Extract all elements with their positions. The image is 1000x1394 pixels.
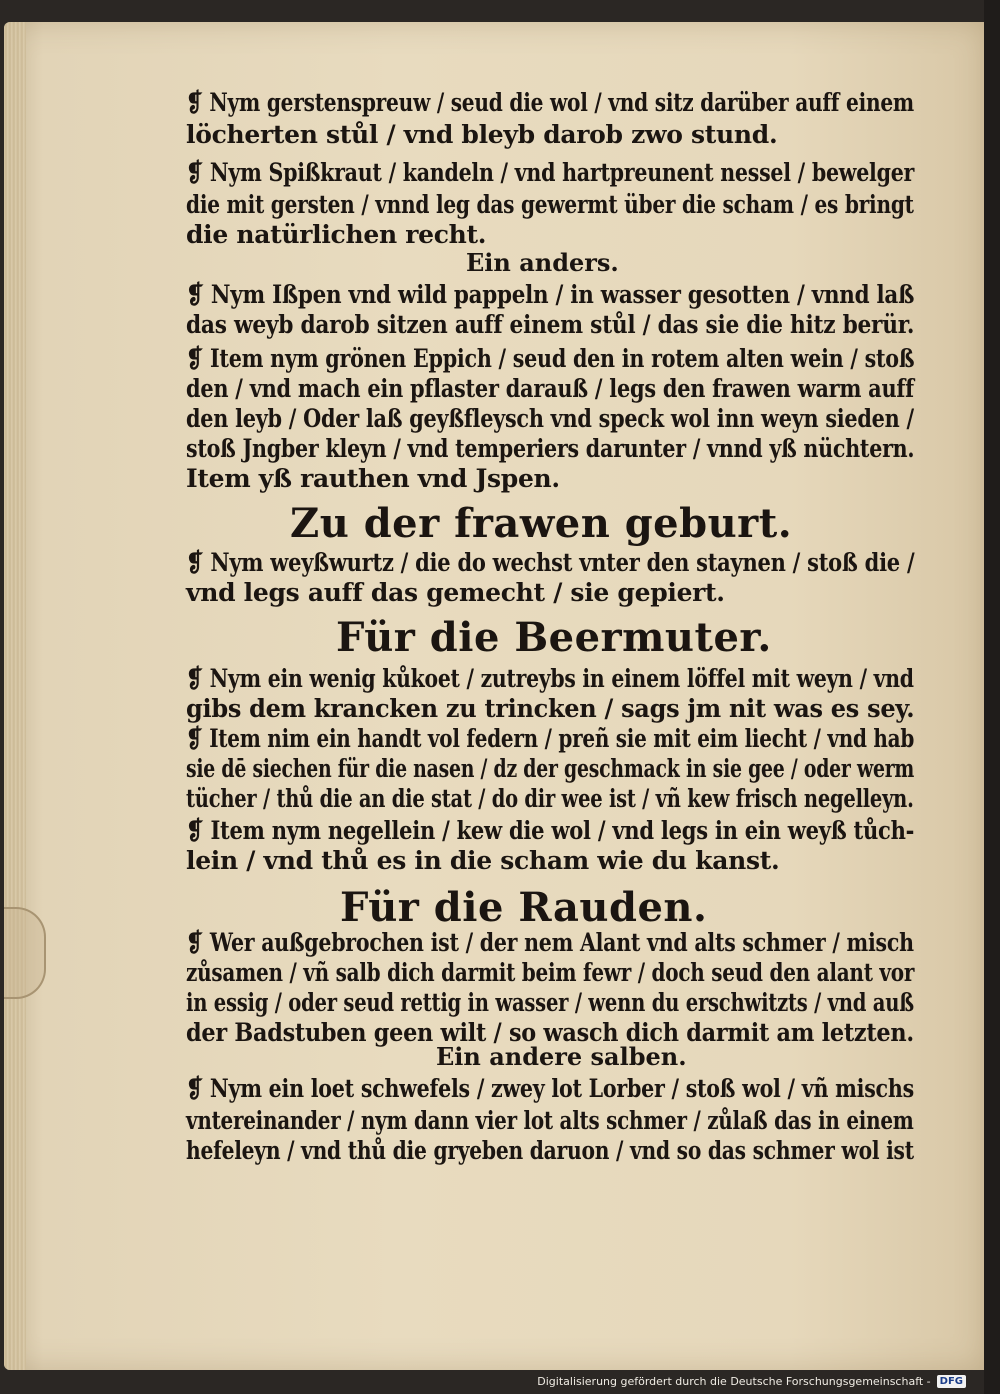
text-line: ❡ Nym weyßwurtz / die do wechst vnter den staynen / stoß die /	[186, 548, 915, 577]
text-line: vntereinander / nym dann vier lot alts schmer / zůlaß das in einem	[186, 1106, 914, 1135]
text-line: ❡ Nym gerstenspreuw / seud die wol / vnd sitz darüber auff einem	[186, 88, 914, 117]
section-heading: Für die Rauden.	[340, 884, 708, 931]
text-line: das weyb darob sitzen auff einem stůl / das sie die hitz berür.	[186, 310, 915, 339]
digitization-credit	[537, 1375, 966, 1388]
text-line: lein / vnd thů es in die scham wie du kanst.	[186, 846, 780, 875]
text-line: ❡ Item nym negellein / kew die wol / vnd legs in ein weyß tůch-	[186, 816, 915, 845]
text-line: gibs dem krancken zu trincken / sags jm nit was es sey.	[186, 694, 915, 723]
book-cover-edge	[984, 0, 1000, 1394]
text-line: den leyb / Oder laß geyßfleysch vnd speck wol inn weyn sieden /	[186, 404, 914, 433]
page-clip	[4, 907, 46, 999]
text-line: ❡ Nym Ißpen vnd wild pappeln / in wasser gesotten / vnnd laß	[186, 280, 915, 309]
text-line: sie dē siechen für die nasen / dz der geschmack in sie gee / oder werm	[186, 754, 915, 783]
text-line: ❡ Nym ein loet schwefels / zwey lot Lorber / stoß wol / vñ mischs	[186, 1074, 914, 1103]
section-heading: Ein andere salben.	[436, 1042, 687, 1071]
text-line: Item yß rauthen vnd Jspen.	[186, 464, 560, 493]
text-line: ❡ Wer außgebrochen ist / der nem Alant vnd alts schmer / misch	[186, 928, 914, 957]
text-line: löcherten stůl / vnd bleyb darob zwo stund.	[186, 120, 778, 149]
text-line: die mit gersten / vnnd leg das gewermt über die scham / es bringt	[186, 190, 914, 219]
text-line: tücher / thů die an die stat / do dir wee ist / vñ kew frisch negelleyn.	[186, 784, 914, 813]
text-line: ❡ Nym Spißkraut / kandeln / vnd hartpreunent nessel / bewelger	[186, 158, 915, 187]
text-line: ❡ Item nim ein handt vol federn / preñ sie mit eim liecht / vnd hab	[186, 724, 915, 753]
section-heading: Für die Beermuter.	[336, 614, 772, 661]
section-heading: Zu der frawen geburt.	[290, 500, 793, 547]
credit-text: Digitalisierung gefördert durch die Deutsche Forschungsgemeinschaft -	[537, 1375, 931, 1388]
text-line: die natürlichen recht.	[186, 220, 487, 249]
text-line: den / vnd mach ein pflaster darauß / legs den frawen warm auff	[186, 374, 914, 403]
text-line: ❡ Item nym grönen Eppich / seud den in rotem alten wein / stoß	[186, 344, 915, 373]
dfg-logo: DFG	[937, 1375, 966, 1388]
section-heading: Ein anders.	[466, 248, 619, 277]
text-line: stoß Jngber kleyn / vnd temperiers darunter / vnnd yß nüchtern.	[186, 434, 915, 463]
text-line: der Badstuben geen wilt / so wasch dich darmit am letzten.	[186, 1018, 914, 1047]
text-line: vnd legs auff das gemecht / sie gepiert.	[186, 578, 725, 607]
text-line: ❡ Nym ein wenig kůkoet / zutreybs in einem löffel mit weyn / vnd	[186, 664, 914, 693]
text-line: zůsamen / vñ salb dich darmit beim fewr / doch seud den alant vor	[186, 958, 915, 987]
page-edges	[4, 22, 26, 1370]
text-line: hefeleyn / vnd thů die gryeben daruon / vnd so das schmer wol ist	[186, 1136, 914, 1165]
text-line: in essig / oder seud rettig in wasser / wenn du erschwitzts / vnd auß	[186, 988, 914, 1017]
